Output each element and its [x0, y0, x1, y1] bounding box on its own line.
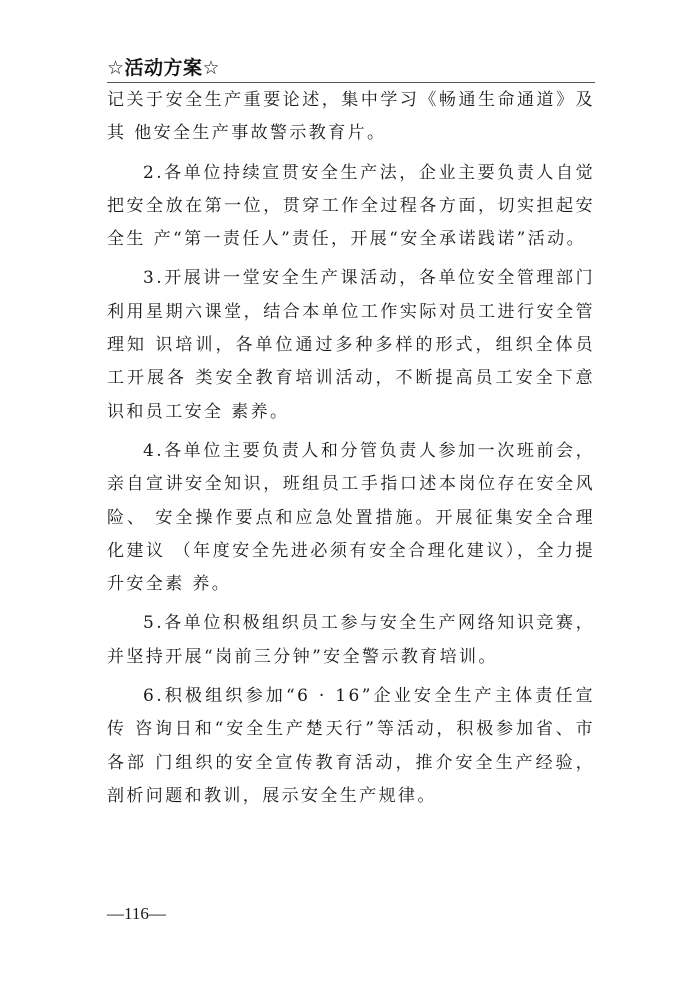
- page-title: ☆活动方案☆: [107, 57, 221, 79]
- paragraph-item-4: 4.各单位主要负责人和分管负责人参加一次班前会，亲自宣讲安全知识，班组员工手指口述本岗位存在安全风险、 安全操作要点和应急处置措施。开展征集安全合理化建议 （年度安全先进必须有安全合理化建议），全力提升安全素 养。: [107, 440, 595, 595]
- page-number: —116—: [107, 904, 166, 923]
- paragraph-item-3: 3.开展讲一堂安全生产课活动，各单位安全管理部门利用星期六课堂，结合本单位工作实际对员工进行安全管理知 识培训，各单位通过多种多样的形式，组织全体员工开展各 类安全教育培训活动，不断提高员工安全下意识和员工安全 素养。: [107, 268, 595, 422]
- page-header: [107, 56, 595, 83]
- paragraph-continued: 记关于安全生产重要论述，集中学习《畅通生命通道》及其 他安全生产事故警示教育片。: [107, 90, 595, 144]
- paragraph-item-6: 6.积极组织参加“6 · 16”企业安全生产主体责任宣传 咨询日和“安全生产楚天行”等活动，积极参加省、市各部 门组织的安全宣传教育活动，推介安全生产经验，剖析问题和教训，展示安全生产规律。: [107, 686, 595, 806]
- document-body: [107, 84, 595, 813]
- paragraph-item-5: 5.各单位积极组织员工参与安全生产网络知识竞赛，并坚持开展“岗前三分钟”安全警示教育培训。: [107, 613, 595, 667]
- paragraph-item-2: 2.各单位持续宣贯安全生产法，企业主要负责人自觉把安全放在第一位，贯穿工作全过程各方面，切实担起安全生 产“第一责任人”责任，开展“安全承诺践诺”活动。: [107, 162, 595, 250]
